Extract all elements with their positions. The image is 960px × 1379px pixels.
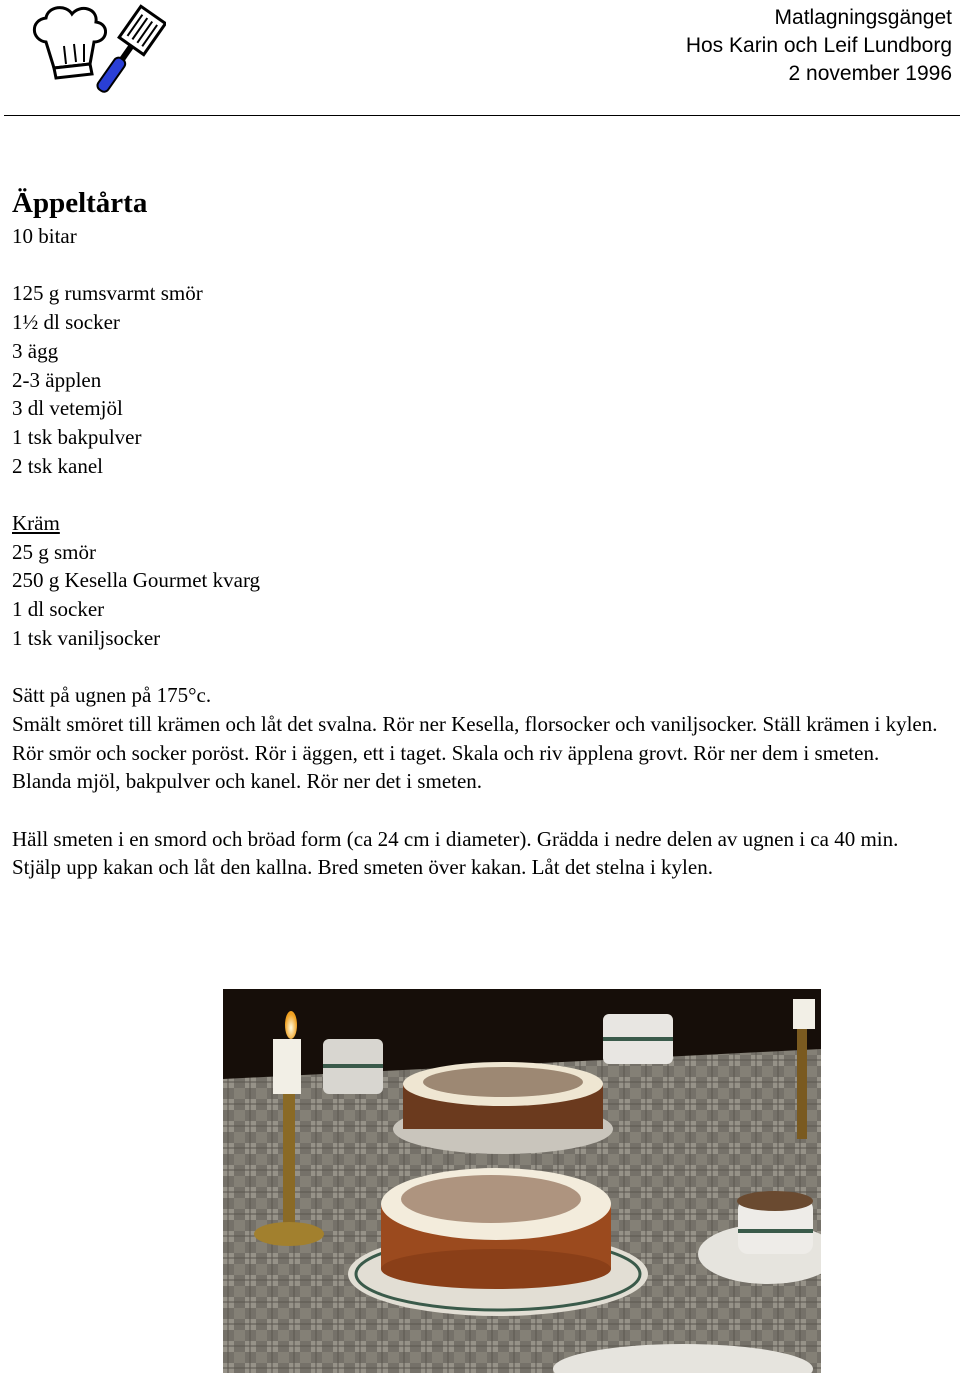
cream-ingredient-item: 250 g Kesella Gourmet kvarg <box>12 568 261 593</box>
ingredient-list <box>12 279 952 480</box>
ingredient-item: 2-3 äpplen <box>12 367 102 392</box>
recipe <box>12 184 952 882</box>
ingredient-item: 1½ dl socker <box>12 310 120 335</box>
ingredient-item: 125 g rumsvarmt smör <box>12 281 203 306</box>
cream-ingredient-item: 1 tsk vaniljsocker <box>12 625 161 650</box>
cream-heading: Kräm <box>12 511 60 535</box>
cake-photo <box>223 989 821 1373</box>
recipe-title: Äppeltårta <box>12 187 148 219</box>
instruction-step: Häll smeten i en smord och bröad form (ca 24 cm i diameter). Grädda i nedre delen av ugnen i ca 40 min. Stjälp upp kakan och låt den kallna. Bred smeten över kakan. Låt det stelna i kylen. <box>12 826 899 880</box>
group-name: Matlagningsgänget <box>774 6 952 29</box>
event-date: 2 november 1996 <box>788 62 952 85</box>
ingredient-item: 3 dl vetemjöl <box>12 396 123 421</box>
header-info <box>686 4 952 88</box>
instructions-part-2 <box>12 825 952 882</box>
ingredient-item: 3 ägg <box>12 338 59 363</box>
cream-ingredient-item: 1 dl socker <box>12 597 105 622</box>
recipe-yield: 10 bitar <box>12 224 77 248</box>
chef-hat-spatula-icon <box>26 2 166 100</box>
ingredient-item: 2 tsk kanel <box>12 453 103 478</box>
instruction-step: Smält smöret till krämen och låt det svalna. Rör ner Kesella, florsocker och vaniljsocker. Ställ krämen i kylen. <box>12 711 938 736</box>
instruction-step: Sätt på ugnen på 175°c. <box>12 683 212 708</box>
cream-ingredient-item: 25 g smör <box>12 539 96 564</box>
instructions-part-1 <box>12 681 952 796</box>
cream-section <box>12 509 952 653</box>
ingredient-item: 1 tsk bakpulver <box>12 424 142 449</box>
instruction-step: Blanda mjöl, bakpulver och kanel. Rör ner det i smeten. <box>12 769 483 794</box>
host-names: Hos Karin och Leif Lundborg <box>685 34 952 57</box>
instruction-step: Rör smör och socker poröst. Rör i äggen, ett i taget. Skala och riv äpplena grovt. Rör ner dem i smeten. <box>12 740 880 765</box>
header-divider <box>4 115 960 116</box>
